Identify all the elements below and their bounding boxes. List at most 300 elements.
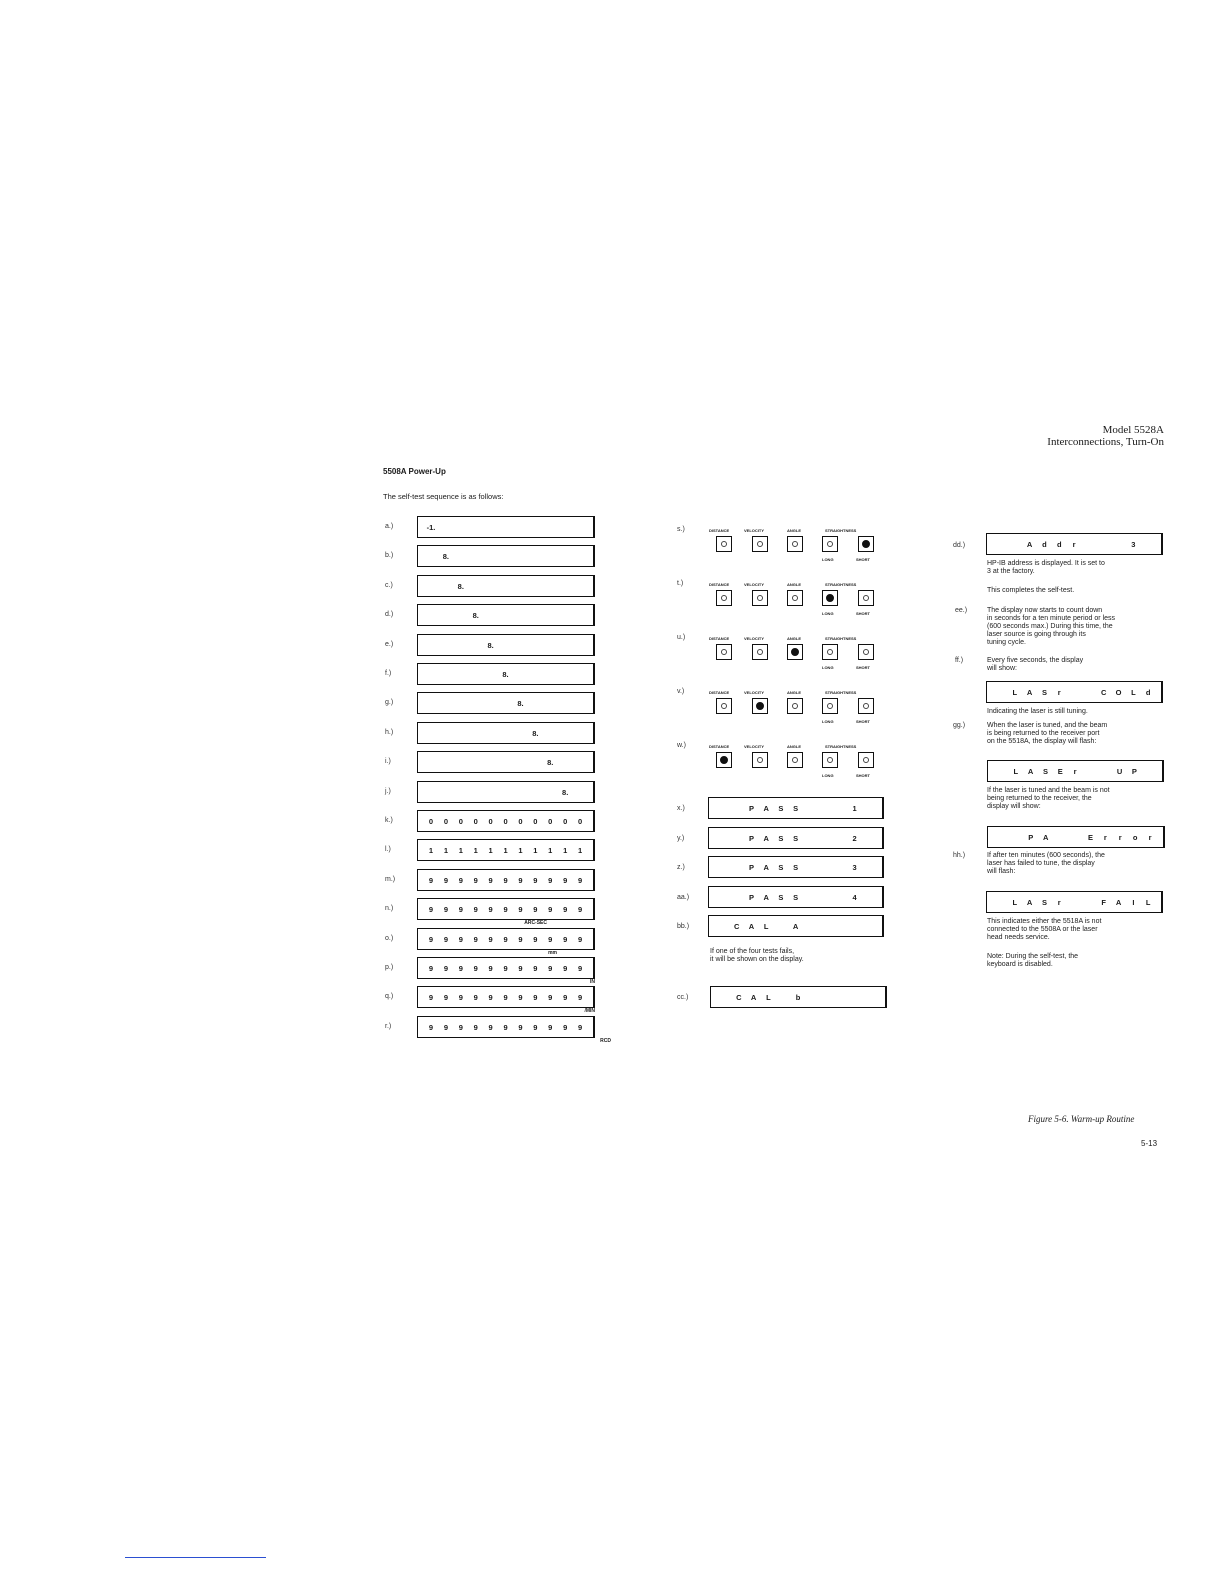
display-char: 9: [443, 905, 448, 915]
display-char: 9: [518, 964, 523, 973]
display-char: L: [766, 993, 771, 1002]
lamp-dot: [756, 702, 764, 710]
display-char: 1: [563, 846, 568, 856]
segment-display: [986, 533, 1163, 555]
display-char: 9: [548, 934, 553, 944]
mode-lamp: [822, 536, 838, 552]
mode-lamp: [858, 698, 874, 714]
display-char: 9: [488, 1022, 493, 1032]
display-char: L: [763, 922, 769, 931]
mode-heading: VELOCITY: [744, 744, 765, 749]
display-char: 9: [518, 905, 523, 915]
step-label: q.): [385, 993, 394, 1001]
mode-lamp: [752, 644, 768, 660]
step-label: n.): [385, 905, 394, 913]
display-char: C: [1101, 688, 1107, 697]
display-char: L: [1131, 688, 1136, 697]
mode-lamp: [752, 590, 768, 606]
mode-lamp: [858, 644, 874, 660]
display-char: A: [763, 863, 769, 872]
display-char: 1: [443, 846, 448, 856]
lamp-dot: [791, 648, 799, 656]
display-char: d: [1145, 688, 1151, 697]
header-model: Model 5528A: [1102, 424, 1164, 436]
display-char: 3: [852, 863, 857, 872]
mode-lamp: [787, 536, 803, 552]
segment-display: [417, 545, 595, 567]
display-char: L: [1013, 767, 1019, 776]
display-char: r: [1057, 898, 1061, 907]
display-char: 8.: [547, 758, 554, 768]
segment-display: [710, 986, 887, 1008]
display-char: 9: [577, 993, 583, 1003]
display-char: -1.: [426, 523, 436, 532]
mode-lamp: [858, 752, 874, 768]
display-char: A: [1043, 833, 1049, 842]
step-label: dd.): [953, 542, 966, 549]
note-line: If the laser is tuned and the beam is not: [987, 787, 1110, 794]
display-char: 1: [458, 846, 463, 856]
mode-heading: DISTANCE: [709, 636, 730, 641]
display-char: L: [1012, 898, 1018, 907]
lamp-dot: [792, 541, 798, 547]
display-char: 0: [458, 817, 463, 826]
display-char: O: [1115, 688, 1122, 697]
mode-heading: STRAIGHTNESS: [825, 690, 857, 695]
step-label: o.): [385, 934, 394, 942]
display-char: 8.: [532, 728, 539, 738]
note-line: on the 5518A, the display will flash:: [987, 738, 1097, 745]
mode-heading: ANGLE: [787, 636, 801, 641]
display-char: 9: [503, 964, 508, 973]
display-char: 9: [473, 905, 478, 915]
display-char: 0: [577, 817, 583, 826]
mode-lamp: [716, 752, 732, 768]
keyboard-note: [987, 953, 1078, 969]
lamp-dot: [721, 541, 727, 547]
page-title: 5508A Power-Up: [383, 467, 446, 476]
mode-lamp: [787, 698, 803, 714]
display-char: 1: [548, 846, 553, 856]
display-char: A: [1026, 688, 1033, 697]
header-section: Interconnections, Turn-On: [1047, 436, 1164, 448]
display-char: 0: [473, 817, 478, 826]
lamp-dot: [721, 703, 727, 709]
display-char: 9: [577, 934, 583, 944]
display-char: 1: [428, 846, 434, 856]
step-label: s.): [677, 526, 685, 533]
mode-lamp: [716, 590, 732, 606]
display-char: 9: [548, 875, 553, 885]
display-char: 0: [518, 817, 523, 826]
display-char: 9: [443, 993, 448, 1003]
display-char: S: [793, 892, 799, 902]
step-label: b.): [385, 552, 394, 560]
note-line: (600 seconds max.) During this time, the: [987, 623, 1113, 630]
mode-lamp: [787, 644, 803, 660]
display-char: E: [1087, 833, 1093, 842]
lamp-dot: [827, 649, 833, 655]
segment-display: [417, 634, 595, 656]
display-char: A: [1026, 540, 1033, 549]
display-char: 9: [428, 993, 434, 1003]
segment-display: [708, 856, 884, 878]
tuning-note: Indicating the laser is still tuning.: [987, 708, 1088, 715]
display-char: 9: [428, 964, 434, 973]
short-label: SHORT: [856, 719, 870, 724]
segment-display: [417, 957, 595, 979]
segment-display: [417, 986, 595, 1008]
display-char: F: [1101, 898, 1107, 907]
display-char: L: [1012, 688, 1018, 697]
display-char: 9: [518, 934, 523, 944]
display-char: 9: [577, 1022, 583, 1032]
display-char: r: [1148, 833, 1152, 842]
display-char: 9: [577, 875, 583, 885]
display-char: 1: [852, 804, 857, 813]
step-label: i.): [385, 758, 391, 766]
step-label: l.): [385, 846, 391, 854]
display-char: 9: [458, 964, 463, 973]
display-char: 1: [503, 846, 508, 856]
display-char: 9: [563, 875, 568, 885]
display-char: A: [763, 804, 769, 813]
long-label: LONG: [822, 557, 834, 562]
footer-rule: [125, 1557, 266, 1558]
five-seconds-note: [987, 657, 1083, 673]
display-char: A: [763, 892, 769, 902]
unit-annunciator: RCD: [600, 1037, 611, 1044]
display-char: S: [1041, 898, 1047, 907]
mode-lamp: [752, 536, 768, 552]
note-line: 3 at the factory.: [987, 568, 1035, 575]
display-char: 9: [443, 1022, 448, 1032]
mode-lamp: [716, 644, 732, 660]
lamp-dot: [721, 595, 727, 601]
step-label: t.): [677, 580, 684, 587]
segment-display: [417, 928, 595, 950]
display-char: 9: [533, 875, 538, 885]
note-line: The display now starts to count down: [987, 607, 1103, 614]
step-label: d.): [385, 611, 394, 619]
display-char: 0: [488, 817, 493, 826]
display-char: r: [1057, 688, 1061, 697]
segment-display: [708, 915, 884, 937]
display-char: 9: [548, 1022, 553, 1032]
display-char: 9: [563, 905, 568, 915]
step-label: h.): [385, 728, 394, 736]
segment-display: [417, 692, 595, 714]
segment-display: [708, 886, 884, 908]
display-char: S: [1041, 688, 1047, 697]
display-char: 9: [548, 905, 553, 915]
display-char: S: [778, 892, 784, 902]
note-line: it will be shown on the display.: [710, 956, 804, 963]
not-returned-note: [987, 787, 1110, 811]
display-char: 8.: [562, 787, 569, 797]
step-label: p.): [385, 964, 394, 971]
mode-lamp: [822, 752, 838, 768]
display-char: o: [1132, 833, 1138, 842]
display-char: 9: [443, 934, 448, 944]
display-char: A: [750, 993, 757, 1002]
intro-text: The self-test sequence is as follows:: [383, 492, 504, 501]
step-label: y.): [677, 834, 685, 842]
step-label: g.): [385, 699, 394, 707]
page-number: 5-13: [1141, 1139, 1158, 1148]
display-char: 1: [533, 846, 538, 856]
display-char: r: [1073, 767, 1077, 776]
display-char: L: [1145, 898, 1151, 907]
display-char: 9: [428, 875, 434, 885]
display-char: 9: [533, 993, 538, 1003]
display-char: 9: [518, 993, 523, 1003]
display-char: 8.: [442, 552, 450, 562]
step-label: c.): [385, 581, 393, 589]
display-char: S: [778, 804, 784, 813]
step-label: z.): [677, 864, 685, 871]
service-note: [987, 918, 1101, 942]
mode-heading: STRAIGHTNESS: [825, 582, 857, 587]
lamp-dot: [720, 756, 728, 764]
display-char: 4: [852, 892, 857, 902]
display-char: 9: [428, 1022, 434, 1032]
fail-note: [710, 948, 804, 964]
display-char: 9: [577, 905, 583, 915]
note-line: in seconds for a ten minute period or less: [987, 615, 1116, 622]
lamp-dot: [792, 595, 798, 601]
lamp-dot: [863, 595, 869, 601]
display-char: U: [1116, 767, 1123, 776]
display-char: 9: [533, 964, 538, 973]
display-char: P: [748, 863, 754, 872]
note-line: tuning cycle.: [987, 639, 1026, 646]
step-label: v.): [677, 688, 685, 695]
display-char: E: [1057, 767, 1063, 776]
segment-display: [417, 516, 595, 538]
mode-lamp: [858, 590, 874, 606]
segment-display: [987, 760, 1164, 782]
display-char: r: [1103, 833, 1107, 842]
step-label: ee.): [955, 607, 968, 614]
display-char: 2: [852, 833, 857, 843]
segment-display: [417, 575, 595, 597]
segment-display: [987, 826, 1165, 848]
step-label: u.): [677, 634, 686, 641]
display-char: 0: [548, 817, 553, 826]
mode-lamp: [787, 590, 803, 606]
mode-heading: DISTANCE: [709, 744, 730, 749]
display-char: 1: [488, 846, 493, 856]
display-char: d: [1042, 540, 1047, 549]
display-char: S: [778, 863, 784, 872]
display-char: 9: [518, 875, 523, 885]
segment-display: [417, 810, 595, 832]
display-char: P: [1131, 767, 1137, 776]
display-char: S: [778, 833, 784, 843]
display-char: A: [1026, 898, 1033, 907]
display-char: 0: [443, 817, 448, 826]
display-char: 9: [563, 934, 568, 944]
tuned-note: [987, 722, 1107, 746]
step-label: aa.): [677, 893, 690, 901]
display-char: r: [1118, 833, 1122, 842]
display-char: 3: [1131, 540, 1136, 549]
display-char: 9: [563, 993, 568, 1003]
mode-heading: VELOCITY: [744, 582, 765, 587]
note-line: head needs service.: [987, 934, 1050, 941]
display-char: 9: [473, 993, 478, 1003]
segment-display: [417, 898, 595, 920]
display-char: 9: [563, 964, 568, 973]
step-label: f.): [385, 670, 392, 677]
mode-heading: VELOCITY: [744, 690, 765, 695]
step-label: bb.): [677, 923, 690, 930]
display-char: 9: [577, 964, 583, 973]
long-label: LONG: [822, 611, 834, 616]
display-char: 9: [488, 964, 493, 973]
display-char: 1: [473, 846, 478, 856]
display-char: 9: [488, 934, 493, 944]
segment-display: [417, 663, 595, 685]
mode-heading: ANGLE: [787, 582, 801, 587]
lamp-dot: [792, 703, 798, 709]
lamp-dot: [792, 757, 798, 763]
mode-heading: DISTANCE: [709, 582, 730, 587]
step-label: w.): [677, 742, 686, 749]
display-char: 9: [428, 905, 434, 915]
mode-lamp: [822, 698, 838, 714]
display-char: P: [748, 833, 754, 843]
step-label: x.): [677, 805, 685, 812]
mode-heading: STRAIGHTNESS: [825, 744, 857, 749]
display-char: 8.: [517, 699, 524, 709]
display-char: A: [792, 922, 799, 931]
step-label: r.): [385, 1022, 392, 1030]
display-char: 0: [503, 817, 508, 826]
display-char: 9: [533, 905, 538, 915]
segment-display: [417, 839, 595, 861]
lamp-dot: [757, 757, 763, 763]
display-char: 8.: [457, 581, 464, 591]
display-char: 9: [548, 964, 553, 973]
short-label: SHORT: [856, 665, 870, 670]
note-line: being returned to the receiver, the: [987, 795, 1092, 802]
long-label: LONG: [822, 773, 834, 778]
mode-lamp: [822, 590, 838, 606]
figure-caption: Figure 5-6. Warm-up Routine: [1028, 1114, 1135, 1124]
display-char: S: [1042, 767, 1048, 776]
display-char: 9: [473, 1022, 478, 1032]
mode-lamp: [752, 698, 768, 714]
segment-display: [417, 604, 595, 626]
mode-heading: ANGLE: [787, 690, 801, 695]
lamp-dot: [827, 703, 833, 709]
display-char: 9: [503, 993, 508, 1003]
display-char: A: [1027, 767, 1034, 776]
display-char: 1: [577, 846, 583, 856]
long-label: LONG: [822, 665, 834, 670]
display-char: 9: [533, 1022, 538, 1032]
mode-heading: STRAIGHTNESS: [825, 636, 857, 641]
mode-lamp: [858, 536, 874, 552]
lamp-dot: [862, 540, 870, 548]
mode-heading: DISTANCE: [709, 690, 730, 695]
display-char: 1: [518, 846, 523, 856]
display-char: 9: [488, 875, 493, 885]
lamp-dot: [863, 757, 869, 763]
mode-lamp: [822, 644, 838, 660]
display-char: C: [734, 922, 740, 931]
long-label: LONG: [822, 719, 834, 724]
segment-display: [708, 797, 884, 819]
short-label: SHORT: [856, 557, 870, 562]
display-char: 9: [518, 1022, 523, 1032]
segment-display: [986, 681, 1163, 703]
segment-display: [417, 722, 595, 744]
display-char: 9: [473, 875, 478, 885]
display-char: 9: [473, 964, 478, 973]
segment-display: [417, 751, 595, 773]
mode-lamp: [716, 536, 732, 552]
note-line: HP-IB address is displayed. It is set to: [987, 560, 1105, 567]
lamp-dot: [863, 703, 869, 709]
note-line: This indicates either the 5518A is not: [987, 918, 1102, 925]
mode-heading: ANGLE: [787, 744, 801, 749]
display-char: 9: [488, 993, 493, 1003]
display-char: S: [793, 804, 799, 813]
display-char: 9: [443, 964, 448, 973]
note-line: Note: During the self-test, the: [987, 953, 1079, 960]
mode-heading: VELOCITY: [744, 636, 765, 641]
note-line: If after ten minutes (600 seconds), the: [987, 852, 1105, 859]
short-label: SHORT: [856, 611, 870, 616]
unit-annunciator: IN: [590, 979, 595, 985]
address-note: [987, 560, 1105, 576]
unit-annunciator: ARC-SEC: [524, 920, 547, 927]
note-line: is being returned to the receiver port: [987, 730, 1100, 737]
lamp-dot: [757, 649, 763, 655]
display-char: 9: [473, 934, 478, 944]
lamp-dot: [757, 541, 763, 547]
note-line: will show:: [987, 665, 1017, 672]
display-char: 9: [563, 1022, 568, 1032]
display-char: 9: [503, 934, 508, 944]
display-char: A: [763, 833, 769, 843]
display-char: r: [1072, 540, 1076, 549]
display-char: 9: [458, 934, 463, 944]
countdown-note: [987, 607, 1115, 647]
note-line: keyboard is disabled.: [987, 961, 1053, 968]
display-char: P: [1028, 833, 1034, 842]
step-label: a.): [385, 523, 394, 530]
step-label: gg.): [953, 722, 966, 729]
display-char: A: [748, 922, 755, 931]
display-char: b: [795, 993, 801, 1002]
mode-lamp: [716, 698, 732, 714]
display-char: 9: [458, 993, 463, 1003]
display-char: 8.: [487, 640, 494, 650]
step-label: ff.): [955, 657, 964, 664]
step-label: e.): [385, 640, 394, 648]
display-char: S: [793, 833, 799, 843]
lamp-dot: [863, 649, 869, 655]
display-char: 9: [458, 905, 463, 915]
step-label: hh.): [953, 852, 966, 859]
note-line: laser has failed to tune, the display: [987, 860, 1095, 867]
display-char: S: [793, 863, 799, 872]
mode-heading: VELOCITY: [744, 528, 765, 533]
